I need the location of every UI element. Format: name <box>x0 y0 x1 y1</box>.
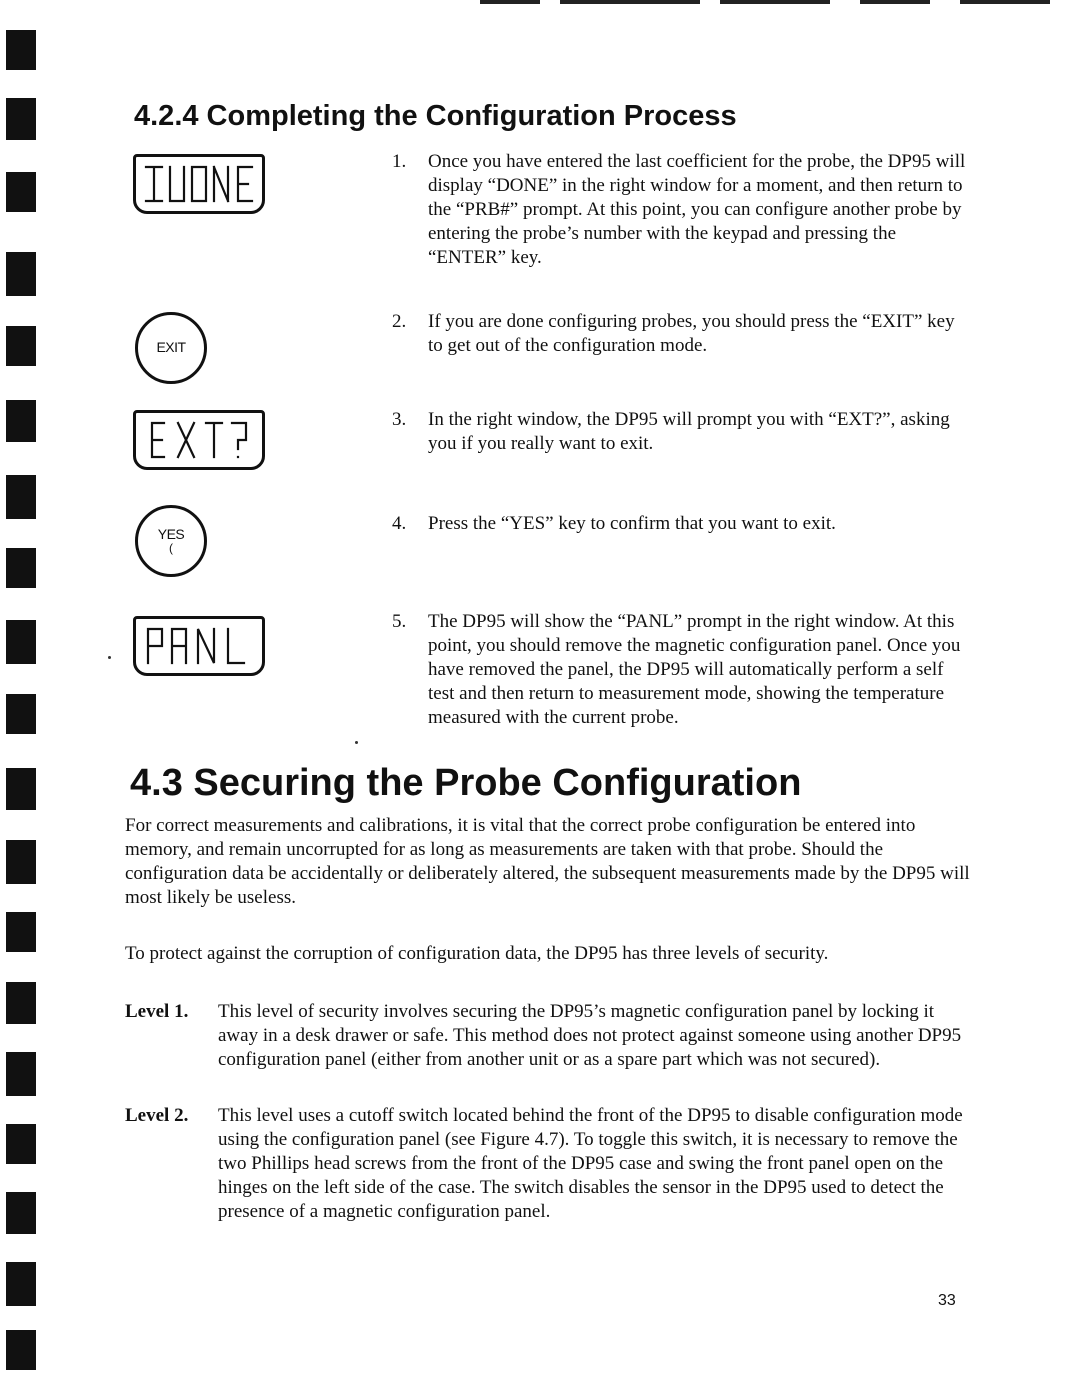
exit-key-figure <box>135 312 207 384</box>
step-text: In the right window, the DP95 will prompt you with “EXT?”, asking you if you really want to exit. <box>428 409 950 454</box>
step-text: If you are done configuring probes, you should press the “EXIT” key to get out of the configuration mode. <box>428 311 955 356</box>
yes-key-figure <box>135 505 207 577</box>
step-item <box>392 610 972 730</box>
level-label: Level 2. <box>125 1105 189 1126</box>
step-item <box>392 310 972 358</box>
step-item <box>392 512 972 536</box>
scan-speck <box>355 741 358 744</box>
lcd-display-exit <box>133 410 265 470</box>
level-label: Level 1. <box>125 1001 189 1022</box>
section-4-2-4-heading: 4.2.4 Completing the Configuration Process <box>134 100 737 132</box>
step-item <box>392 408 972 456</box>
scan-speck <box>108 656 111 659</box>
exit-key-label: EXIT <box>156 339 186 355</box>
section-4-3-heading: 4.3 Securing the Probe Configuration <box>130 762 802 804</box>
security-levels-paragraph: To protect against the corruption of configuration data, the DP95 has three levels of security. <box>125 943 829 964</box>
security-level-item <box>125 1000 970 1072</box>
step-item <box>392 150 972 270</box>
level-text: This level of security involves securing the DP95’s magnetic configuration panel by locking it away in a desk drawer or safe. This method does not protect against someone using another DP95 configuration panel (either from another unit or as a spare part which was not secured). <box>218 1001 962 1070</box>
step-number: 1. <box>392 151 407 172</box>
lcd-display-done <box>133 154 265 214</box>
page-number: 33 <box>938 1292 956 1309</box>
step-number: 2. <box>392 311 407 332</box>
step-number: 3. <box>392 409 407 430</box>
step-number: 5. <box>392 611 407 632</box>
security-intro-paragraph: For correct measurements and calibrations, it is vital that the correct probe configuration be entered into memory, and remain uncorrupted for as long as measurements are taken with that probe. Should the configuration data be accidentally or deliberately altered, the subsequent measurements made by the DP95 will most likely be useless. <box>125 815 970 908</box>
step-number: 4. <box>392 513 407 534</box>
step-text: Press the “YES” key to confirm that you want to exit. <box>428 513 836 534</box>
yes-key-sublabel: ( <box>169 541 173 555</box>
yes-key-label: YES <box>157 526 185 542</box>
security-level-item <box>125 1104 970 1224</box>
level-text: This level uses a cutoff switch located behind the front of the DP95 to disable configuration mode using the configuration panel (see Figure 4.7). To toggle this switch, it is necessary to remove the two Phillips head screws from the front of the DP95 case and swing the front panel open on the hinges on the left side of the case. The switch disables the sensor in the DP95 used to detect the presence of a magnetic configuration panel. <box>218 1105 963 1222</box>
step-text: The DP95 will show the “PANL” prompt in the right window. At this point, you should remove the magnetic configuration panel. Once you have removed the panel, the DP95 will automatically perform a self test and then return to measurement mode, showing the temperature measured with the current probe. <box>428 611 961 728</box>
lcd-display-panl <box>133 616 265 676</box>
scan-edge-noise <box>360 0 1080 5</box>
step-text: Once you have entered the last coefficient for the probe, the DP95 will display “DONE” in the right window for a moment, and then return to the “PRB#” prompt. At this point, you can configure another probe by entering the probe’s number with the keypad and pressing the “ENTER” key. <box>428 151 966 268</box>
spiral-binding <box>0 0 40 1397</box>
